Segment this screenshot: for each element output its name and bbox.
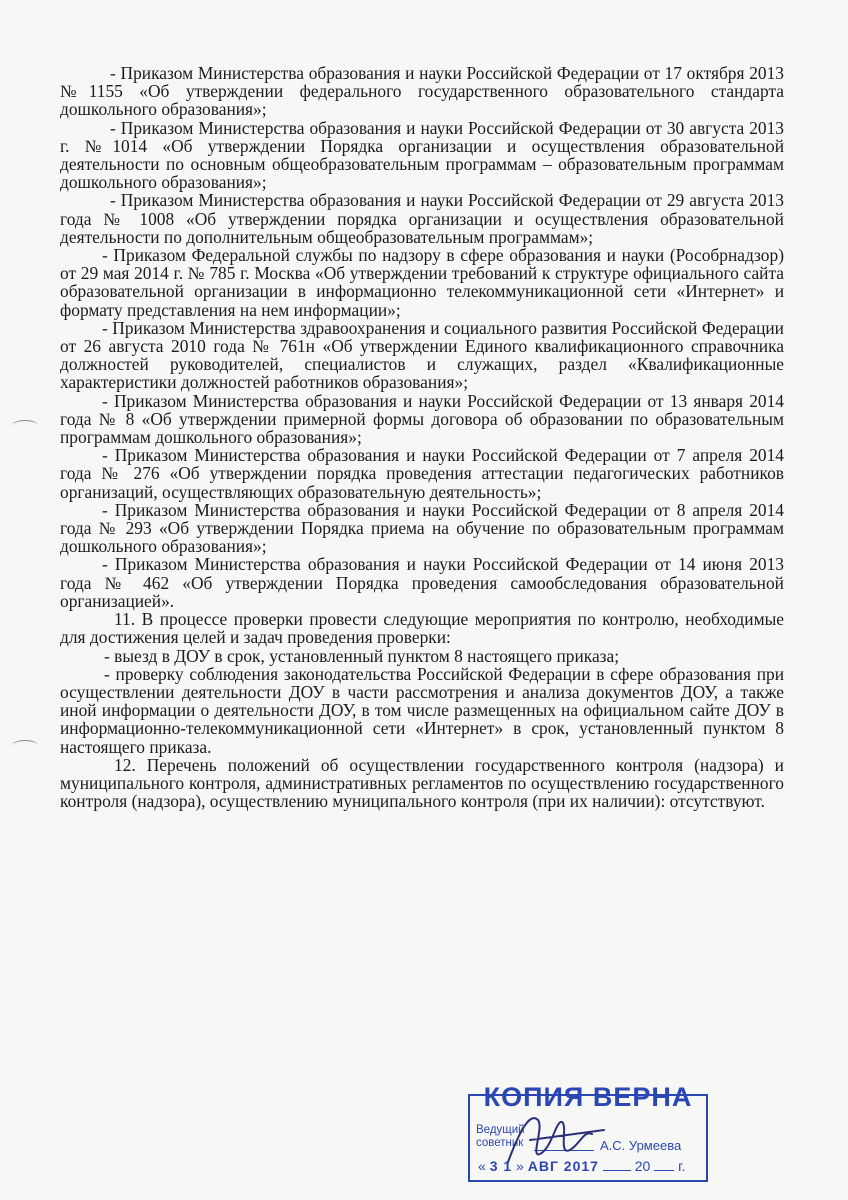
paragraph-item-12: 12. Перечень положений об осуществлении государственного контроля (надзора) и муниципального контроля, административных регламентов по осуществлению государственного контроля (надзора), осуществлению муниципального контроля (при их наличии): отсутствуют. bbox=[60, 754, 784, 812]
punch-hole-mark bbox=[12, 740, 38, 751]
document-page bbox=[60, 64, 784, 810]
stamp-position-line1: Ведущий bbox=[476, 1124, 525, 1136]
handwritten-signature bbox=[500, 1100, 610, 1180]
paragraph-order-761n: - Приказом Министерства здравоохранения и социального развития Российской Федерации от 26 августа 2010 года № 761н «Об утверждении Единого квалификационного справочника должностей руководителей, специалистов и служащих, раздел «Квалификационные характеристики должностей работников образования»; bbox=[60, 317, 784, 393]
paragraph-order-785: - Приказом Федеральной службы по надзору в сфере образования и науки (Рособрнадзор) от 29 мая 2014 г. № 785 г. Москва «Об утверждении требований к структуре официального сайта образовательной организации в информационно телекоммуникационной сети «Интернет» и формату представления на нем информации»; bbox=[60, 245, 784, 320]
paragraph-item-11: 11. В процессе проверки провести следующие мероприятия по контролю, необходимые для достижения целей и задач проведения проверки: bbox=[60, 609, 784, 648]
paragraph-order-1014: - Приказом Министерства образования и науки Российской Федерации от 30 августа 2013 г. №1014 «Об утверждении Порядка организации и осуществления образовательной деятельности по основным общеобразовательным программам – образовательным программам дошкольного образования»; bbox=[60, 117, 784, 193]
paragraph-order-276: - Приказом Министерства образования и науки Российской Федерации от 7 апреля 2014 года № 276 «Об утверждении порядка проведения аттестации педагогических работников организаций, осуществляющих образовательную деятельность»; bbox=[60, 445, 784, 502]
stamp-date-year-prefix: 20 bbox=[634, 1158, 651, 1174]
paragraph-order-1155: - Приказом Министерства образования и науки Российской Федерации от 17 октября 2013 №1155 «Об утверждении федерального государственного образовательного стандарта дошкольного образования»; bbox=[60, 63, 784, 120]
stamp-date-month: АВГ 2017 bbox=[527, 1158, 599, 1174]
paragraph-order-293: - Приказом Министерства образования и науки Российской Федерации от 8 апреля 2014 года № 293 «Об утверждении Порядка приема на обучение по образовательным программам дошкольного образования»; bbox=[60, 499, 784, 557]
paragraph-order-462: - Приказом Министерства образования и науки Российской Федерации от 14 июня 2013 года № 462 «Об утверждении Порядка проведения самообследования образовательной организацией». bbox=[60, 554, 784, 611]
paragraph-compliance-check: - проверку соблюдения законодательства Российской Федерации в сфере образования при осуществлении деятельности ДОУ в части рассмотрения и анализа документов ДОУ, а также иной информации о деятельности ДОУ, в том числе размещенных на официальном сайте ДОУ в информационно-телекоммуникационной сети «Интернет» в срок, установленный пунктом 8 настоящего приказа. bbox=[60, 663, 784, 757]
punch-hole-mark bbox=[12, 420, 38, 431]
stamp-date-day: 3 1 bbox=[489, 1158, 513, 1174]
paragraph-visit: - выезд в ДОУ в срок, установленный пунктом 8 настоящего приказа; bbox=[104, 645, 620, 666]
stamp-signer-name: А.С. Урмеева bbox=[600, 1138, 682, 1153]
paragraph-order-1008: - Приказом Министерства образования и науки Российской Федерации от 29 августа 2013 года № 1008 «Об утверждении порядка организации и осуществления образовательной деятельности по дополнительным общеобразовательным программам»; bbox=[60, 190, 784, 247]
paragraph-order-8: - Приказом Министерства образования и науки Российской Федерации от 13 января 2014 года № 8 «Об утверждении примерной формы договора об образовании по образовательным программам дошкольного образования»; bbox=[60, 390, 784, 448]
stamp-date-suffix: г. bbox=[678, 1158, 686, 1174]
stamp-date-open-quote: « bbox=[478, 1158, 486, 1174]
stamp-position-line2: советник bbox=[476, 1137, 524, 1149]
stamp-date-year-blank bbox=[654, 1170, 674, 1171]
stamp-title: КОПИЯ ВЕРНА bbox=[483, 1082, 693, 1112]
stamp-date-close-quote: » bbox=[516, 1158, 524, 1174]
